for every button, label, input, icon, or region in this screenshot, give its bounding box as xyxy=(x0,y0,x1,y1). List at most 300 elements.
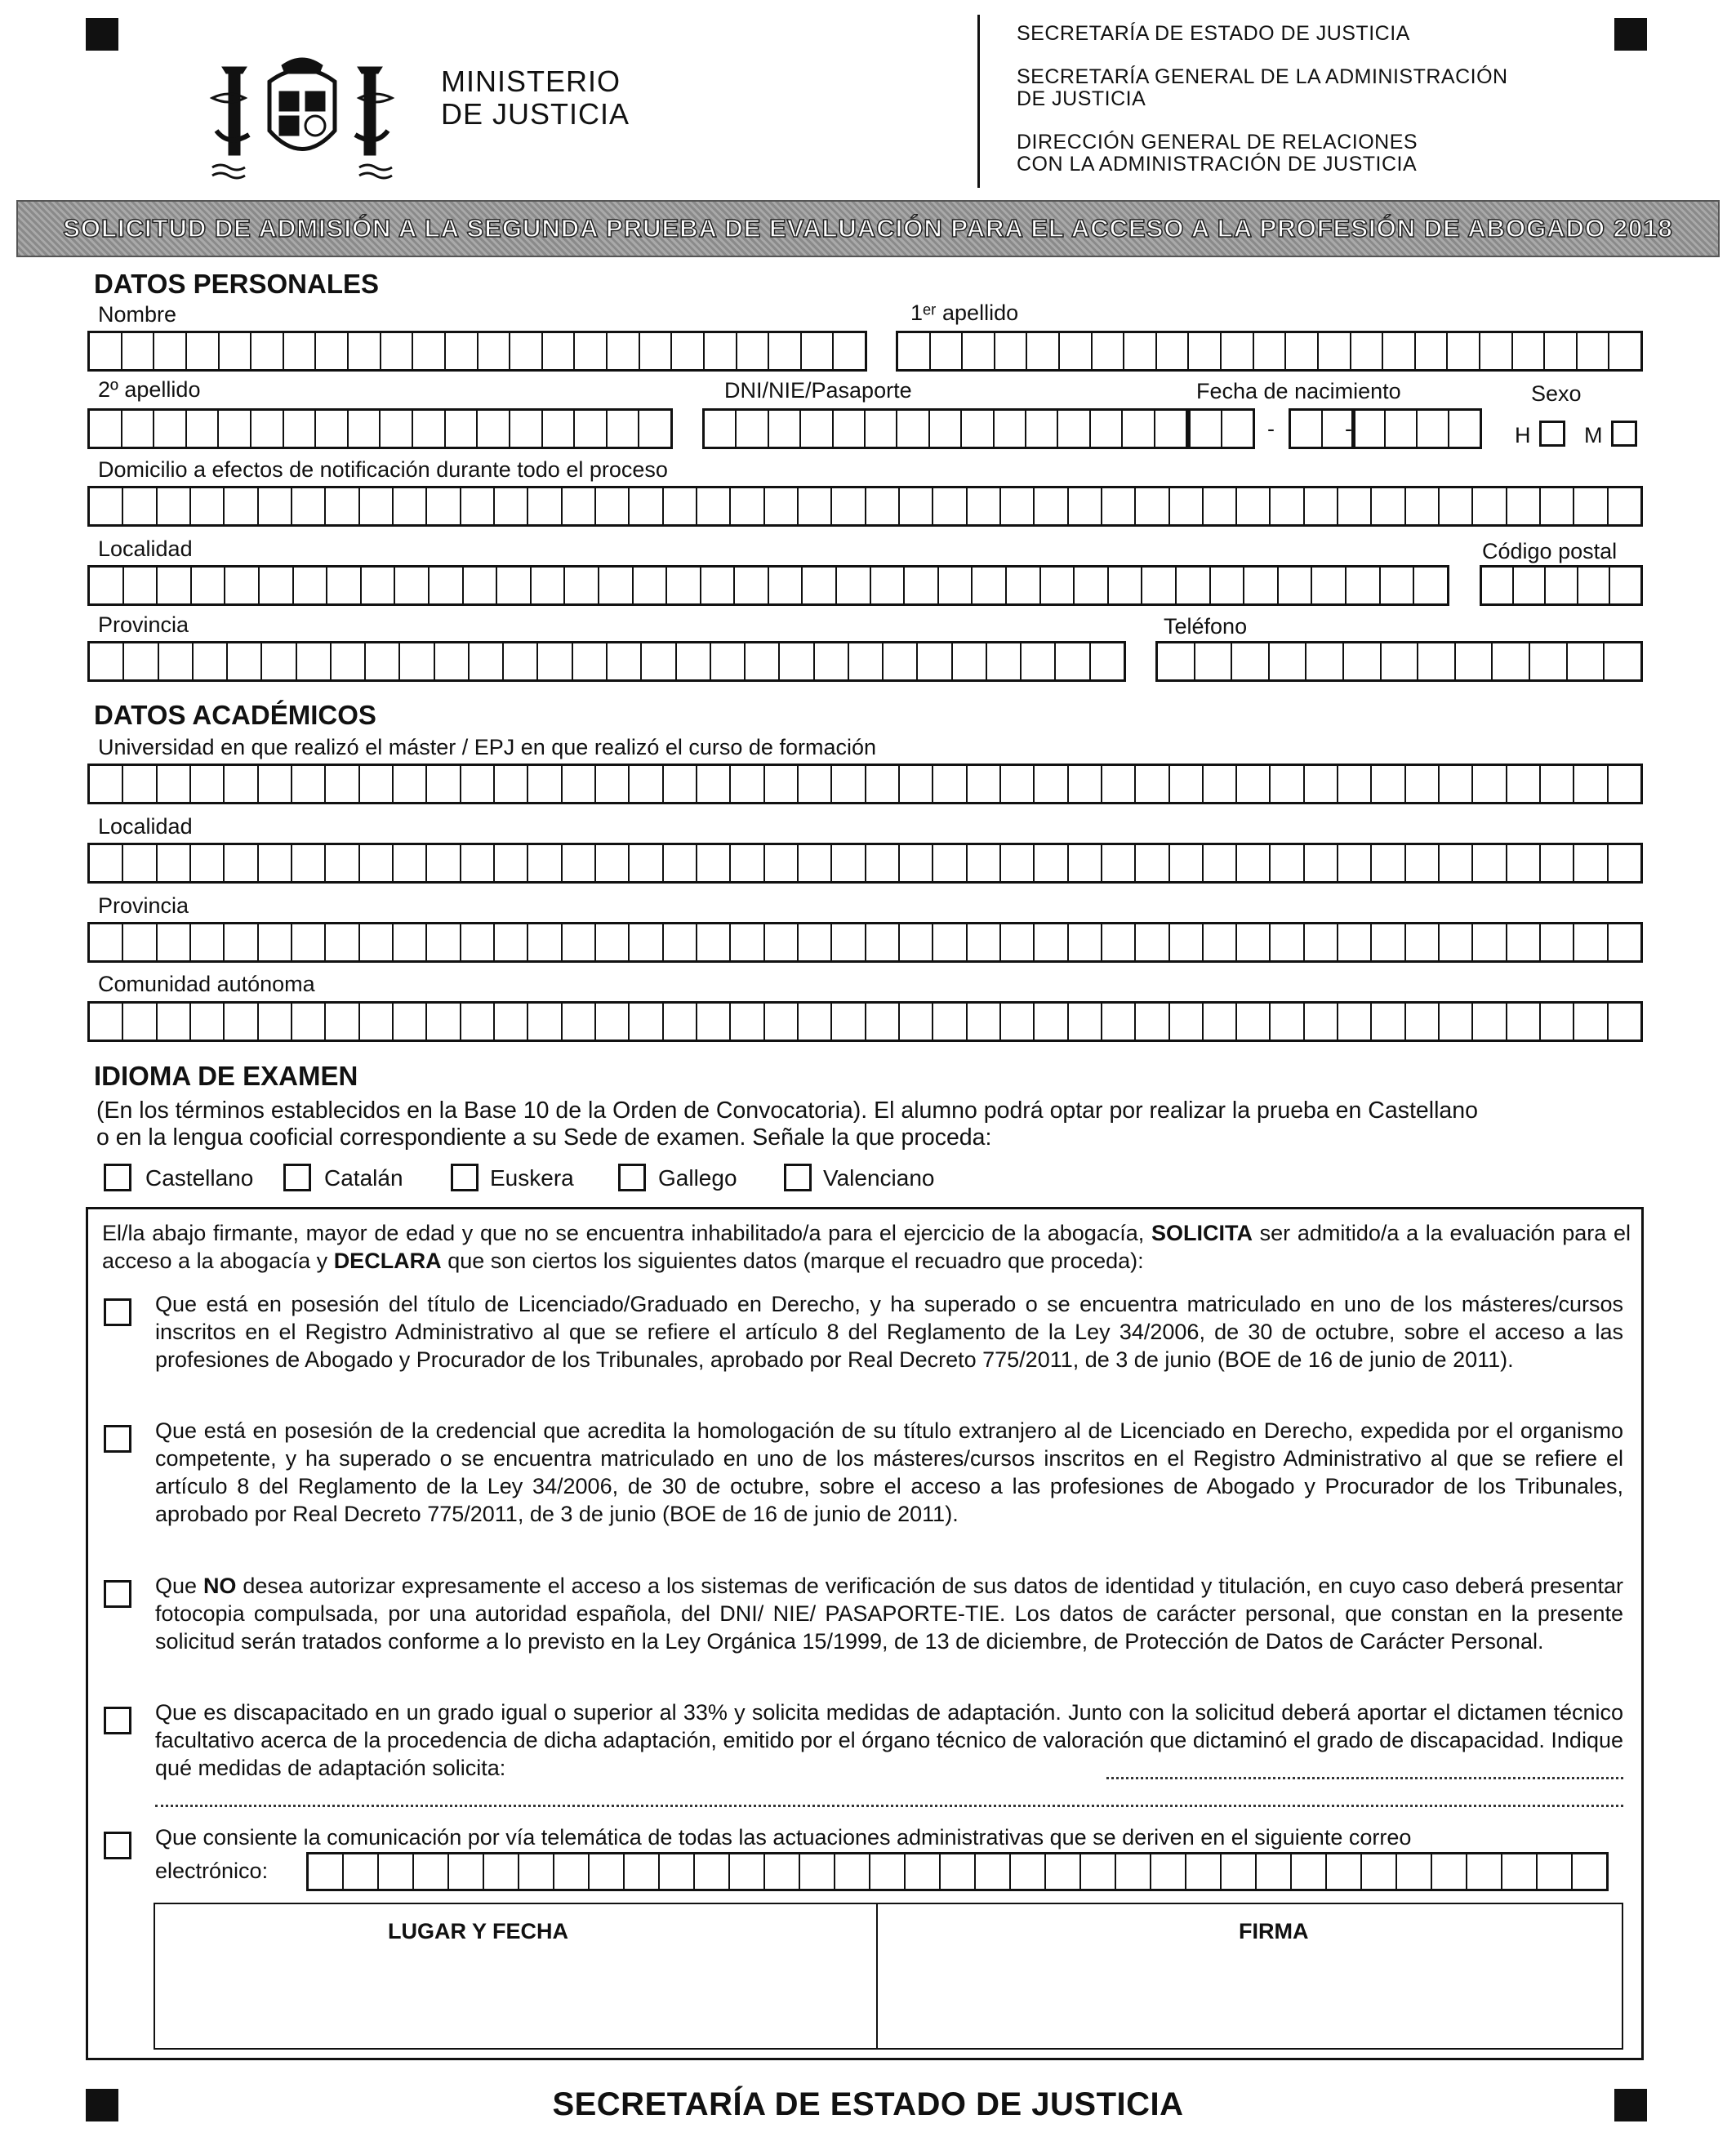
char-cell[interactable] xyxy=(326,488,359,524)
char-cell[interactable] xyxy=(599,568,634,603)
char-cell[interactable] xyxy=(1416,333,1449,369)
char-cell[interactable] xyxy=(1507,766,1541,802)
char-cell[interactable] xyxy=(1338,845,1372,881)
char-cell[interactable] xyxy=(1344,643,1382,679)
char-cell[interactable] xyxy=(1136,488,1169,524)
char-cell[interactable] xyxy=(834,411,866,447)
char-cell[interactable] xyxy=(446,333,479,369)
char-cell[interactable] xyxy=(1007,568,1041,603)
char-cell[interactable] xyxy=(1507,924,1541,960)
char-cell[interactable] xyxy=(765,1004,799,1040)
char-cell[interactable] xyxy=(297,643,332,679)
char-cell[interactable] xyxy=(1271,924,1304,960)
char-cell[interactable] xyxy=(563,924,596,960)
char-cell[interactable] xyxy=(159,643,194,679)
char-cell[interactable] xyxy=(711,643,746,679)
char-cell[interactable] xyxy=(1102,924,1136,960)
char-cell[interactable] xyxy=(731,1004,764,1040)
char-cell[interactable] xyxy=(1189,333,1222,369)
char-cell[interactable] xyxy=(349,411,381,447)
char-cell[interactable] xyxy=(326,766,359,802)
char-cell[interactable] xyxy=(731,845,764,881)
char-cell[interactable] xyxy=(1011,1854,1046,1889)
char-cell[interactable] xyxy=(900,1004,933,1040)
char-cell[interactable] xyxy=(461,1004,495,1040)
char-cell[interactable] xyxy=(427,924,461,960)
char-cell[interactable] xyxy=(1204,845,1237,881)
char-cell[interactable] xyxy=(461,924,495,960)
char-cell[interactable] xyxy=(326,1004,359,1040)
char-cell[interactable] xyxy=(191,766,225,802)
char-cell[interactable] xyxy=(705,333,737,369)
char-cell[interactable] xyxy=(259,845,292,881)
char-cell[interactable] xyxy=(327,568,362,603)
char-cell[interactable] xyxy=(1170,766,1204,802)
char-cell[interactable] xyxy=(1170,845,1204,881)
char-cell[interactable] xyxy=(1136,845,1169,881)
char-cell[interactable] xyxy=(479,333,511,369)
email-field[interactable] xyxy=(306,1852,1609,1891)
char-cell[interactable] xyxy=(900,845,933,881)
char-cell[interactable] xyxy=(697,766,731,802)
char-cell[interactable] xyxy=(316,333,349,369)
char-cell[interactable] xyxy=(737,333,770,369)
char-cell[interactable] xyxy=(360,488,394,524)
char-cell[interactable] xyxy=(461,845,495,881)
char-cell[interactable] xyxy=(1440,1004,1473,1040)
char-cell[interactable] xyxy=(1204,766,1237,802)
char-cell[interactable] xyxy=(495,845,528,881)
apellido2-field[interactable] xyxy=(87,408,673,449)
char-cell[interactable] xyxy=(360,924,394,960)
char-cell[interactable] xyxy=(769,333,802,369)
char-cell[interactable] xyxy=(1271,488,1304,524)
char-cell[interactable] xyxy=(427,766,461,802)
char-cell[interactable] xyxy=(900,488,933,524)
char-cell[interactable] xyxy=(799,766,832,802)
char-cell[interactable] xyxy=(154,411,187,447)
char-cell[interactable] xyxy=(1541,488,1574,524)
char-cell[interactable] xyxy=(228,643,262,679)
char-cell[interactable] xyxy=(1093,333,1125,369)
char-cell[interactable] xyxy=(731,924,764,960)
char-cell[interactable] xyxy=(995,333,1028,369)
provincia-field[interactable] xyxy=(87,641,1126,682)
char-cell[interactable] xyxy=(1541,1004,1574,1040)
option-gallego-checkbox[interactable] xyxy=(618,1164,646,1191)
char-cell[interactable] xyxy=(769,411,801,447)
char-cell[interactable] xyxy=(427,488,461,524)
char-cell[interactable] xyxy=(933,845,967,881)
char-cell[interactable] xyxy=(316,411,349,447)
char-cell[interactable] xyxy=(608,333,640,369)
char-cell[interactable] xyxy=(801,411,833,447)
char-cell[interactable] xyxy=(1538,1854,1573,1889)
char-cell[interactable] xyxy=(737,411,768,447)
char-cell[interactable] xyxy=(1035,845,1068,881)
char-cell[interactable] xyxy=(1473,1004,1507,1040)
char-cell[interactable] xyxy=(866,766,900,802)
char-cell[interactable] xyxy=(968,924,1001,960)
char-cell[interactable] xyxy=(1102,1004,1136,1040)
adaptation-measures-line-1[interactable] xyxy=(1106,1777,1623,1779)
char-cell[interactable] xyxy=(1056,643,1090,679)
fecha-anio-field[interactable] xyxy=(1351,408,1482,449)
sexo-h-checkbox[interactable] xyxy=(1539,421,1565,447)
char-cell[interactable] xyxy=(1440,845,1473,881)
char-cell[interactable] xyxy=(1069,845,1102,881)
char-cell[interactable] xyxy=(1406,845,1440,881)
char-cell[interactable] xyxy=(1155,411,1186,447)
char-cell[interactable] xyxy=(292,1004,326,1040)
char-cell[interactable] xyxy=(1507,845,1541,881)
char-cell[interactable] xyxy=(1513,333,1546,369)
char-cell[interactable] xyxy=(294,568,328,603)
char-cell[interactable] xyxy=(1035,488,1068,524)
char-cell[interactable] xyxy=(1102,845,1136,881)
char-cell[interactable] xyxy=(124,568,158,603)
char-cell[interactable] xyxy=(1372,766,1405,802)
char-cell[interactable] xyxy=(158,488,191,524)
char-cell[interactable] xyxy=(510,411,543,447)
char-cell[interactable] xyxy=(630,1004,663,1040)
char-cell[interactable] xyxy=(495,766,528,802)
char-cell[interactable] xyxy=(284,411,317,447)
char-cell[interactable] xyxy=(259,924,292,960)
char-cell[interactable] xyxy=(497,568,532,603)
char-cell[interactable] xyxy=(1574,766,1608,802)
char-cell[interactable] xyxy=(1578,568,1610,603)
char-cell[interactable] xyxy=(780,643,814,679)
codigo-postal-field[interactable] xyxy=(1480,565,1643,606)
char-cell[interactable] xyxy=(292,488,326,524)
char-cell[interactable] xyxy=(225,924,258,960)
char-cell[interactable] xyxy=(90,766,123,802)
char-cell[interactable] xyxy=(596,1004,630,1040)
char-cell[interactable] xyxy=(1001,1004,1035,1040)
telefono-field[interactable] xyxy=(1155,641,1643,682)
char-cell[interactable] xyxy=(1338,1004,1372,1040)
char-cell[interactable] xyxy=(123,924,157,960)
char-cell[interactable] xyxy=(1372,924,1405,960)
char-cell[interactable] xyxy=(968,488,1001,524)
option-euskera-checkbox[interactable] xyxy=(451,1164,479,1191)
char-cell[interactable] xyxy=(90,845,123,881)
char-cell[interactable] xyxy=(832,924,866,960)
char-cell[interactable] xyxy=(158,766,191,802)
char-cell[interactable] xyxy=(832,766,866,802)
char-cell[interactable] xyxy=(672,333,705,369)
declaration-item5-checkbox[interactable] xyxy=(104,1832,131,1859)
char-cell[interactable] xyxy=(495,488,528,524)
char-cell[interactable] xyxy=(575,411,608,447)
char-cell[interactable] xyxy=(1306,643,1344,679)
char-cell[interactable] xyxy=(528,924,562,960)
char-cell[interactable] xyxy=(1195,643,1233,679)
char-cell[interactable] xyxy=(1069,766,1102,802)
char-cell[interactable] xyxy=(543,411,576,447)
char-cell[interactable] xyxy=(1204,488,1237,524)
char-cell[interactable] xyxy=(187,333,220,369)
char-cell[interactable] xyxy=(1473,766,1507,802)
char-cell[interactable] xyxy=(1541,845,1574,881)
char-cell[interactable] xyxy=(968,845,1001,881)
char-cell[interactable] xyxy=(90,568,124,603)
sexo-m-checkbox[interactable] xyxy=(1611,421,1637,447)
char-cell[interactable] xyxy=(765,488,799,524)
char-cell[interactable] xyxy=(1467,1854,1502,1889)
char-cell[interactable] xyxy=(461,488,495,524)
char-cell[interactable] xyxy=(1372,845,1405,881)
char-cell[interactable] xyxy=(1354,411,1386,447)
char-cell[interactable] xyxy=(866,924,900,960)
char-cell[interactable] xyxy=(158,845,191,881)
char-cell[interactable] xyxy=(799,845,832,881)
char-cell[interactable] xyxy=(1204,924,1237,960)
char-cell[interactable] xyxy=(962,411,994,447)
char-cell[interactable] xyxy=(292,845,326,881)
char-cell[interactable] xyxy=(1136,766,1169,802)
char-cell[interactable] xyxy=(1237,1004,1271,1040)
char-cell[interactable] xyxy=(219,411,251,447)
char-cell[interactable] xyxy=(326,924,359,960)
char-cell[interactable] xyxy=(90,411,122,447)
char-cell[interactable] xyxy=(381,333,414,369)
char-cell[interactable] xyxy=(933,488,967,524)
char-cell[interactable] xyxy=(918,643,952,679)
char-cell[interactable] xyxy=(1482,568,1514,603)
char-cell[interactable] xyxy=(484,1854,519,1889)
char-cell[interactable] xyxy=(1406,1004,1440,1040)
char-cell[interactable] xyxy=(1271,1004,1304,1040)
char-cell[interactable] xyxy=(695,1854,730,1889)
char-cell[interactable] xyxy=(1418,643,1456,679)
declaration-item1-checkbox[interactable] xyxy=(104,1298,131,1326)
char-cell[interactable] xyxy=(1502,1854,1538,1889)
char-cell[interactable] xyxy=(90,1004,123,1040)
char-cell[interactable] xyxy=(284,333,317,369)
char-cell[interactable] xyxy=(1305,1004,1338,1040)
char-cell[interactable] xyxy=(1514,568,1546,603)
char-cell[interactable] xyxy=(1448,333,1480,369)
char-cell[interactable] xyxy=(963,333,995,369)
char-cell[interactable] xyxy=(1035,766,1068,802)
char-cell[interactable] xyxy=(427,845,461,881)
char-cell[interactable] xyxy=(596,488,630,524)
char-cell[interactable] xyxy=(1530,643,1568,679)
char-cell[interactable] xyxy=(1574,845,1608,881)
char-cell[interactable] xyxy=(1279,568,1313,603)
dni-field[interactable] xyxy=(702,408,1188,449)
char-cell[interactable] xyxy=(1001,845,1035,881)
char-cell[interactable] xyxy=(158,1004,191,1040)
char-cell[interactable] xyxy=(933,924,967,960)
char-cell[interactable] xyxy=(1158,643,1195,679)
char-cell[interactable] xyxy=(1338,924,1372,960)
char-cell[interactable] xyxy=(1211,568,1245,603)
char-cell[interactable] xyxy=(1157,333,1190,369)
char-cell[interactable] xyxy=(519,1854,554,1889)
char-cell[interactable] xyxy=(220,333,252,369)
char-cell[interactable] xyxy=(413,411,446,447)
char-cell[interactable] xyxy=(554,1854,590,1889)
char-cell[interactable] xyxy=(1440,924,1473,960)
char-cell[interactable] xyxy=(835,1854,870,1889)
char-cell[interactable] xyxy=(1609,333,1640,369)
firma-label[interactable]: FIRMA xyxy=(1239,1919,1309,1943)
char-cell[interactable] xyxy=(413,333,446,369)
char-cell[interactable] xyxy=(510,333,543,369)
char-cell[interactable] xyxy=(154,333,187,369)
char-cell[interactable] xyxy=(1237,488,1271,524)
char-cell[interactable] xyxy=(1222,333,1254,369)
char-cell[interactable] xyxy=(1312,568,1347,603)
char-cell[interactable] xyxy=(123,766,157,802)
academic-provincia-field[interactable] xyxy=(87,922,1643,963)
char-cell[interactable] xyxy=(1091,643,1124,679)
char-cell[interactable] xyxy=(1546,568,1578,603)
char-cell[interactable] xyxy=(1001,488,1035,524)
char-cell[interactable] xyxy=(1362,1854,1397,1889)
char-cell[interactable] xyxy=(765,1854,800,1889)
char-cell[interactable] xyxy=(1186,1854,1222,1889)
char-cell[interactable] xyxy=(461,766,495,802)
char-cell[interactable] xyxy=(1123,411,1155,447)
char-cell[interactable] xyxy=(832,1004,866,1040)
char-cell[interactable] xyxy=(1026,411,1058,447)
char-cell[interactable] xyxy=(1338,766,1372,802)
char-cell[interactable] xyxy=(394,488,427,524)
char-cell[interactable] xyxy=(664,1004,697,1040)
char-cell[interactable] xyxy=(1545,333,1578,369)
char-cell[interactable] xyxy=(803,568,837,603)
char-cell[interactable] xyxy=(563,766,596,802)
char-cell[interactable] xyxy=(394,845,427,881)
char-cell[interactable] xyxy=(90,333,122,369)
char-cell[interactable] xyxy=(746,643,780,679)
char-cell[interactable] xyxy=(394,766,427,802)
char-cell[interactable] xyxy=(1480,333,1513,369)
char-cell[interactable] xyxy=(1237,924,1271,960)
char-cell[interactable] xyxy=(973,568,1007,603)
char-cell[interactable] xyxy=(590,1854,625,1889)
char-cell[interactable] xyxy=(596,924,630,960)
char-cell[interactable] xyxy=(1382,643,1419,679)
char-cell[interactable] xyxy=(1060,333,1093,369)
char-cell[interactable] xyxy=(1177,568,1211,603)
char-cell[interactable] xyxy=(802,333,835,369)
char-cell[interactable] xyxy=(1222,1854,1257,1889)
char-cell[interactable] xyxy=(1305,924,1338,960)
char-cell[interactable] xyxy=(251,411,284,447)
char-cell[interactable] xyxy=(660,1854,695,1889)
char-cell[interactable] xyxy=(191,845,225,881)
char-cell[interactable] xyxy=(563,1004,596,1040)
char-cell[interactable] xyxy=(187,411,220,447)
char-cell[interactable] xyxy=(1372,1004,1405,1040)
char-cell[interactable] xyxy=(1102,488,1136,524)
char-cell[interactable] xyxy=(1151,1854,1186,1889)
char-cell[interactable] xyxy=(528,488,562,524)
char-cell[interactable] xyxy=(866,488,900,524)
char-cell[interactable] xyxy=(360,766,394,802)
char-cell[interactable] xyxy=(1541,766,1574,802)
char-cell[interactable] xyxy=(866,845,900,881)
char-cell[interactable] xyxy=(871,568,906,603)
char-cell[interactable] xyxy=(1381,568,1415,603)
char-cell[interactable] xyxy=(573,643,608,679)
char-cell[interactable] xyxy=(1271,766,1304,802)
char-cell[interactable] xyxy=(379,1854,414,1889)
char-cell[interactable] xyxy=(430,568,464,603)
char-cell[interactable] xyxy=(1075,568,1109,603)
char-cell[interactable] xyxy=(834,333,865,369)
char-cell[interactable] xyxy=(225,766,258,802)
char-cell[interactable] xyxy=(630,766,663,802)
fecha-dia-field[interactable] xyxy=(1188,408,1255,449)
char-cell[interactable] xyxy=(799,1004,832,1040)
char-cell[interactable] xyxy=(634,568,668,603)
char-cell[interactable] xyxy=(884,643,918,679)
char-cell[interactable] xyxy=(292,924,326,960)
char-cell[interactable] xyxy=(1609,845,1640,881)
char-cell[interactable] xyxy=(933,1004,967,1040)
char-cell[interactable] xyxy=(1574,1004,1608,1040)
char-cell[interactable] xyxy=(897,411,929,447)
char-cell[interactable] xyxy=(697,845,731,881)
char-cell[interactable] xyxy=(1440,488,1473,524)
char-cell[interactable] xyxy=(953,643,987,679)
char-cell[interactable] xyxy=(664,845,697,881)
char-cell[interactable] xyxy=(1473,845,1507,881)
char-cell[interactable] xyxy=(608,643,642,679)
char-cell[interactable] xyxy=(906,1854,941,1889)
lugar-fecha-label[interactable]: LUGAR Y FECHA xyxy=(388,1919,569,1943)
char-cell[interactable] xyxy=(1406,766,1440,802)
char-cell[interactable] xyxy=(225,488,258,524)
char-cell[interactable] xyxy=(1305,766,1338,802)
char-cell[interactable] xyxy=(1069,488,1102,524)
universidad-field[interactable] xyxy=(87,764,1643,804)
char-cell[interactable] xyxy=(630,845,663,881)
char-cell[interactable] xyxy=(478,411,510,447)
char-cell[interactable] xyxy=(1347,568,1381,603)
char-cell[interactable] xyxy=(596,845,630,881)
char-cell[interactable] xyxy=(543,333,576,369)
char-cell[interactable] xyxy=(697,924,731,960)
char-cell[interactable] xyxy=(1170,488,1204,524)
char-cell[interactable] xyxy=(1237,845,1271,881)
char-cell[interactable] xyxy=(259,488,292,524)
char-cell[interactable] xyxy=(1386,411,1418,447)
char-cell[interactable] xyxy=(1170,1004,1204,1040)
char-cell[interactable] xyxy=(532,568,566,603)
char-cell[interactable] xyxy=(1383,333,1416,369)
char-cell[interactable] xyxy=(832,845,866,881)
char-cell[interactable] xyxy=(1305,845,1338,881)
char-cell[interactable] xyxy=(225,568,260,603)
char-cell[interactable] xyxy=(1022,643,1056,679)
char-cell[interactable] xyxy=(1257,1854,1292,1889)
char-cell[interactable] xyxy=(630,488,663,524)
declaration-item4-checkbox[interactable] xyxy=(104,1707,131,1734)
char-cell[interactable] xyxy=(1232,643,1270,679)
char-cell[interactable] xyxy=(124,643,158,679)
char-cell[interactable] xyxy=(1397,1854,1432,1889)
char-cell[interactable] xyxy=(995,411,1026,447)
char-cell[interactable] xyxy=(667,568,701,603)
char-cell[interactable] xyxy=(1574,488,1608,524)
